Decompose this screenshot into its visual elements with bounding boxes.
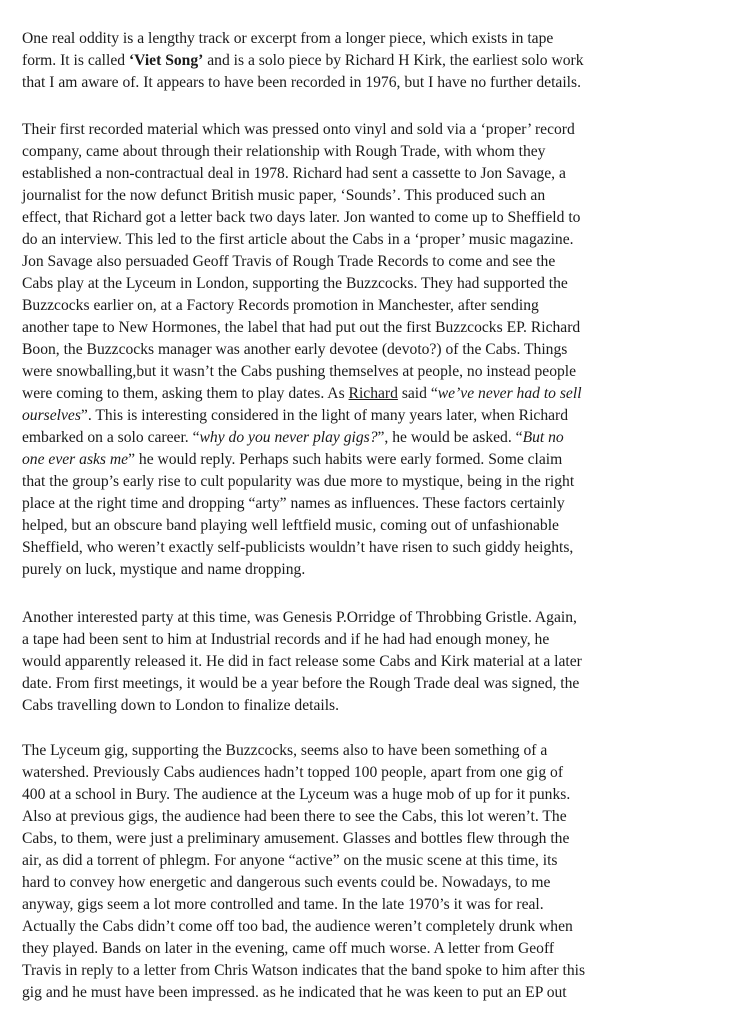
paragraph-genesis-p-orridge — [22, 607, 717, 717]
text-run: hard to convey how energetic and dangerous such events could be. Nowadays, to me — [22, 874, 551, 891]
text-run: date. From first meetings, it would be a year before the Rough Trade deal was signed, the — [22, 675, 580, 692]
text-run: ”. This is interesting considered in the light of many years later, when Richard — [80, 407, 569, 424]
text-run: ”, he would be asked. “ — [377, 429, 523, 446]
text-run: another tape to New Hormones, the label that had put out the first Buzzcocks EP. Richard — [22, 319, 581, 336]
text-run: journalist for the now defunct British music paper, ‘Sounds’. This produced such an — [22, 187, 546, 204]
paragraph-first-recorded-material — [22, 119, 717, 581]
text-line — [22, 916, 717, 938]
paragraph-viet-song — [22, 28, 717, 94]
text-run: they played. Bands on later in the evening, came off much worse. A letter from Geoff — [22, 940, 555, 957]
text-line — [22, 141, 717, 163]
text-run: ” he would reply. Perhaps such habits were early formed. Some claim — [128, 451, 563, 468]
text-line — [22, 383, 717, 405]
text-run: One real oddity is a lengthy track or excerpt from a longer piece, which exists in tape — [22, 30, 554, 47]
italic-quote: ourselves — [22, 407, 81, 424]
text-line — [22, 762, 717, 784]
text-line — [22, 982, 717, 1004]
text-run: Cabs play at the Lyceum in London, supporting the Buzzcocks. They had supported the — [22, 275, 568, 292]
text-line — [22, 295, 717, 317]
text-line — [22, 938, 717, 960]
text-line — [22, 515, 717, 537]
text-line — [22, 273, 717, 295]
text-line — [22, 163, 717, 185]
text-line — [22, 850, 717, 872]
text-run: Cabs, to them, were just a preliminary amusement. Glasses and bottles flew through the — [22, 830, 570, 847]
text-run: do an interview. This led to the first article about the Cabs in a ‘proper’ music magazine. — [22, 231, 574, 248]
text-line — [22, 471, 717, 493]
text-run: were coming to them, asking them to play dates. As — [22, 385, 349, 402]
text-line — [22, 629, 717, 651]
italic-quote: But no — [522, 429, 564, 446]
text-run: Their first recorded material which was pressed onto vinyl and sold via a ‘proper’ record — [22, 121, 575, 138]
text-run: anyway, gigs seem a lot more controlled and tame. In the late 1970’s it was for real. — [22, 896, 544, 913]
text-run: established a non-contractual deal in 1978. Richard had sent a cassette to Jon Savage, a — [22, 165, 566, 182]
text-line — [22, 806, 717, 828]
text-line — [22, 72, 717, 94]
text-line — [22, 651, 717, 673]
text-line — [22, 185, 717, 207]
text-run: Also at previous gigs, the audience had been there to see the Cabs, this lot weren’t. The — [22, 808, 567, 825]
text-line — [22, 872, 717, 894]
text-line — [22, 207, 717, 229]
text-run: Another interested party at this time, was Genesis P.Orridge of Throbbing Gristle. Again, — [22, 609, 577, 626]
text-run: Actually the Cabs didn’t come off too bad, the audience weren’t completely drunk when — [22, 918, 573, 935]
italic-quote: why do you never play gigs? — [199, 429, 378, 446]
text-run: a tape had been sent to him at Industrial records and if he had had enough money, he — [22, 631, 550, 648]
paragraph-lyceum-gig — [22, 740, 717, 1004]
text-run: air, as did a torrent of phlegm. For anyone “active” on the music scene at this time, its — [22, 852, 558, 869]
text-line — [22, 559, 717, 581]
text-line — [22, 405, 717, 427]
text-line — [22, 251, 717, 273]
text-line — [22, 229, 717, 251]
text-run: 400 at a school in Bury. The audience at the Lyceum was a huge mob of up for it punks. — [22, 786, 571, 803]
text-run: effect, that Richard got a letter back two days later. Jon wanted to come up to Sheffield to — [22, 209, 581, 226]
italic-quote: we’ve never had to sell — [437, 385, 582, 402]
underlined-text: Richard — [348, 385, 398, 402]
text-line — [22, 449, 717, 471]
text-run: purely on luck, mystique and name dropping. — [22, 561, 306, 578]
text-line — [22, 361, 717, 383]
text-run: Sheffield, who weren’t exactly self-publicists wouldn’t have risen to such giddy heights, — [22, 539, 574, 556]
text-run: Buzzcocks earlier on, at a Factory Records promotion in Manchester, after sending — [22, 297, 539, 314]
text-run: were snowballing,but it wasn’t the Cabs pushing themselves at people, no instead people — [22, 363, 577, 380]
text-run: embarked on a solo career. “ — [22, 429, 200, 446]
italic-quote: one ever asks me — [22, 451, 129, 468]
text-run: that the group’s early rise to cult popularity was due more to mystique, being in the right — [22, 473, 575, 490]
text-run: said “ — [397, 385, 438, 402]
text-run: and is a solo piece by Richard H Kirk, the earliest solo work — [203, 52, 584, 69]
text-line — [22, 28, 717, 50]
text-run: watershed. Previously Cabs audiences hadn’t topped 100 people, apart from one gig of — [22, 764, 564, 781]
text-line — [22, 740, 717, 762]
text-run: form. It is called — [22, 52, 129, 69]
text-line — [22, 317, 717, 339]
text-run: gig and he must have been impressed. as he indicated that he was keen to put an EP out — [22, 984, 567, 1001]
text-line — [22, 960, 717, 982]
text-line — [22, 493, 717, 515]
text-line — [22, 427, 717, 449]
text-run: would apparently released it. He did in fact release some Cabs and Kirk material at a later — [22, 653, 582, 670]
text-line — [22, 607, 717, 629]
text-line — [22, 537, 717, 559]
text-run: helped, but an obscure band playing well leftfield music, coming out of unfashionable — [22, 517, 559, 534]
text-run: that I am aware of. It appears to have been recorded in 1976, but I have no further details. — [22, 74, 581, 91]
text-run: Travis in reply to a letter from Chris Watson indicates that the band spoke to him after this — [22, 962, 586, 979]
bold-title: ‘Viet Song’ — [128, 52, 204, 69]
text-line — [22, 828, 717, 850]
text-line — [22, 673, 717, 695]
text-line — [22, 339, 717, 361]
text-run: company, came about through their relationship with Rough Trade, with whom they — [22, 143, 546, 160]
text-run: Cabs travelling down to London to finalize details. — [22, 697, 340, 714]
text-line — [22, 695, 717, 717]
text-run: The Lyceum gig, supporting the Buzzcocks, seems also to have been something of a — [22, 742, 548, 759]
text-run: Jon Savage also persuaded Geoff Travis of Rough Trade Records to come and see the — [22, 253, 556, 270]
text-run: place at the right time and dropping “arty” names as influences. These factors certainly — [22, 495, 565, 512]
text-line — [22, 894, 717, 916]
text-line — [22, 119, 717, 141]
text-run: Boon, the Buzzcocks manager was another early devotee (devoto?) of the Cabs. Things — [22, 341, 568, 358]
text-line — [22, 50, 717, 72]
text-line — [22, 784, 717, 806]
